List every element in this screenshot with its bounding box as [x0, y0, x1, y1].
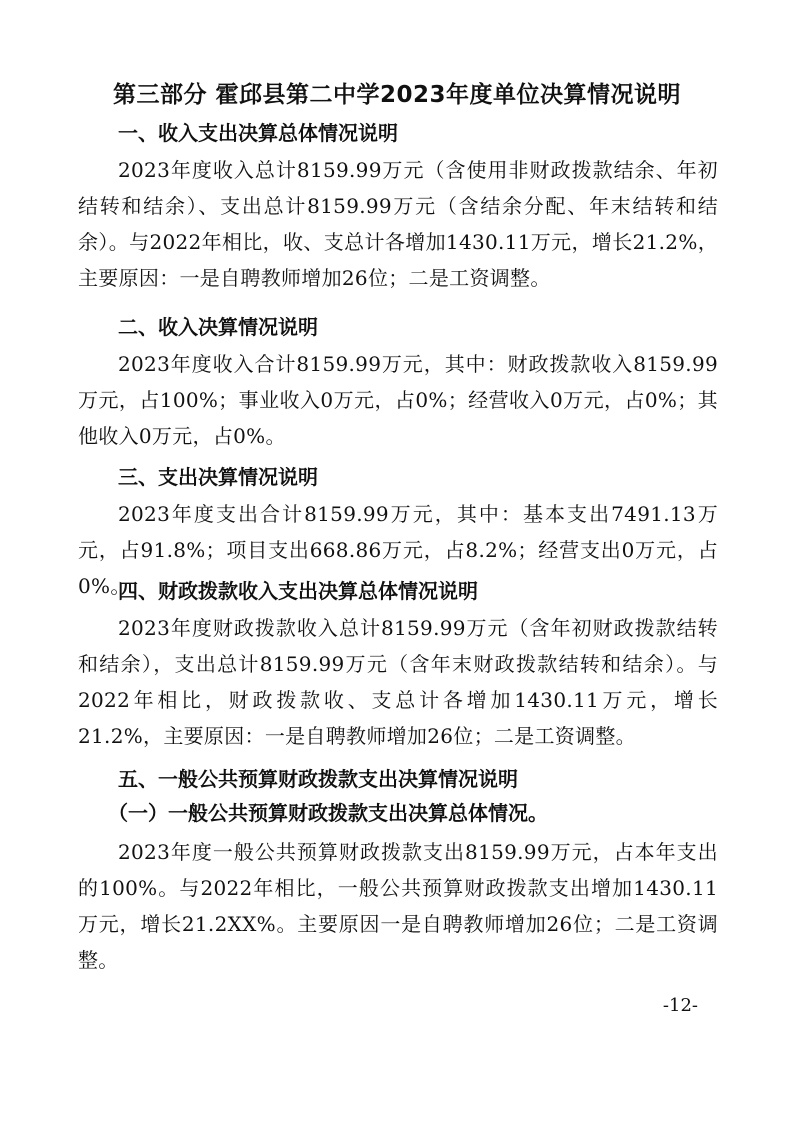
section-heading-2: 二、收入决算情况说明 [118, 315, 318, 339]
section-heading-4: 四、财政拨款收入支出决算总体情况说明 [118, 579, 478, 603]
section-body-1: 2023年度收入总计8159.99万元（含使用非财政拨款结余、年初结转和结余）、支出总计8159.99万元（含结余分配、年末结转和结余）。与2022年相比，收、支总计各增加1430.11万元，增长21.2%，主要原因：一是自聘教师增加26位；二是工资调整。 [78, 158, 718, 290]
page-title: 第三部分 霍邱县第二中学2023年度单位决算情况说明 [112, 82, 682, 108]
subsection-body-5-1: 2023年度一般公共预算财政拨款支出8159.99万元，占本年支出的100%。与2022年相比，一般公共预算财政拨款支出增加1430.11万元，增长21.2XX%。主要原因一是自聘教师增加26位；二是工资调整。 [78, 840, 718, 972]
section-heading-5: 五、一般公共预算财政拨款支出决算情况说明 [118, 767, 518, 791]
section-heading-3: 三、支出决算情况说明 [118, 465, 318, 489]
section-body-2: 2023年度收入合计8159.99万元，其中：财政拨款收入8159.99万元，占100%；事业收入0万元，占0%；经营收入0万元，占0%；其他收入0万元，占0%。 [78, 352, 718, 448]
page-number: -12- [662, 995, 698, 1016]
section-body-4: 2023年度财政拨款收入总计8159.99万元（含年初财政拨款结转和结余），支出总计8159.99万元（含年末财政拨款结转和结余）。与2022年相比，财政拨款收、支总计各增加1430.11万元，增长21.2%，主要原因：一是自聘教师增加26位；二是工资调整。 [78, 616, 718, 748]
subsection-heading-5-1: （一）一般公共预算财政拨款支出决算总体情况。 [108, 801, 548, 825]
section-body-3: 2023年度支出合计8159.99万元，其中：基本支出7491.13万元，占91.8%；项目支出668.86万元，占8.2%；经营支出0万元，占0%。 [78, 502, 718, 598]
section-heading-1: 一、收入支出决算总体情况说明 [118, 121, 398, 145]
